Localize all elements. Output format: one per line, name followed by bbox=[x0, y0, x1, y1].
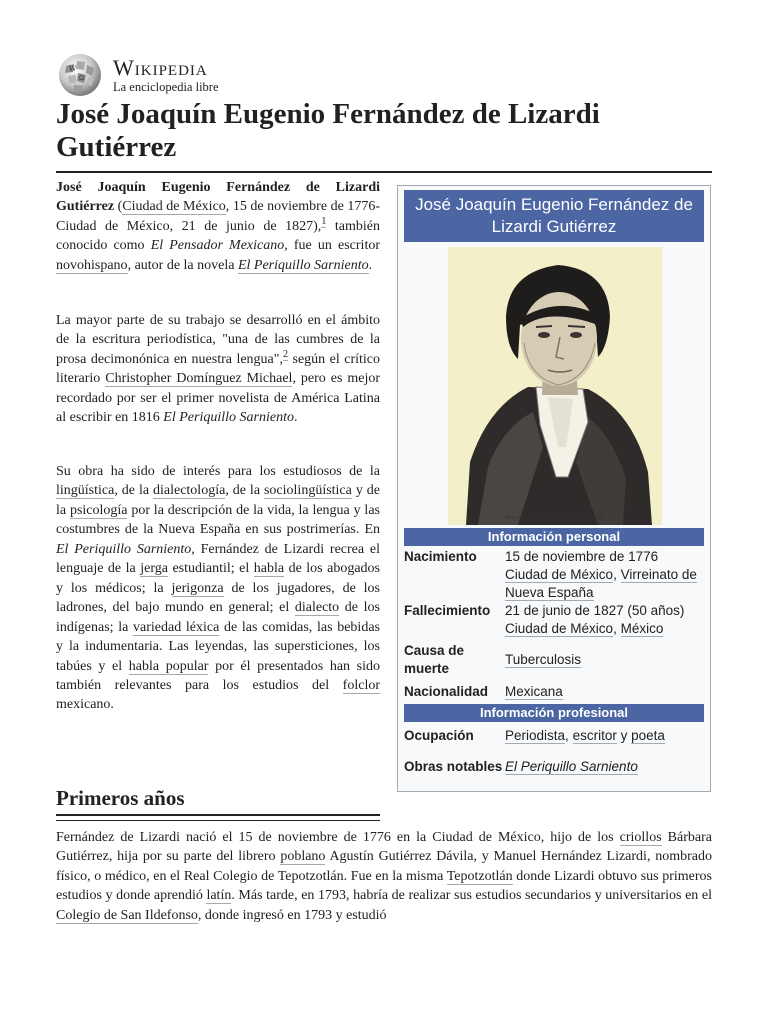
novel-title: El Periquillo Sarniento bbox=[163, 410, 294, 426]
link-sociolinguistica[interactable]: sociolingüística bbox=[263, 483, 352, 499]
row-nacionalidad bbox=[404, 682, 704, 702]
sep: y bbox=[616, 728, 632, 743]
portrait-image[interactable] bbox=[448, 247, 662, 525]
text: , de la bbox=[114, 483, 153, 499]
text: según el crítico literario bbox=[56, 351, 380, 387]
intro-paragraph bbox=[56, 178, 380, 275]
link-tepotzotlan[interactable]: Tepotzotlán bbox=[446, 868, 513, 884]
sep: , bbox=[613, 621, 621, 636]
link-mexico[interactable]: México bbox=[620, 621, 664, 636]
link-tuberculosis[interactable]: Tuberculosis bbox=[505, 652, 582, 667]
date: 21 de junio de 1827 (50 años) bbox=[505, 603, 685, 618]
text: , donde ingresó en 1793 y estudió bbox=[197, 907, 387, 923]
link-psicologia[interactable]: psicología bbox=[69, 502, 128, 518]
link-ciudad-de-mexico[interactable]: Ciudad de México bbox=[505, 567, 614, 582]
paragraph-3 bbox=[56, 462, 380, 715]
label-ocupacion: Ocupación bbox=[404, 728, 474, 743]
text: de los abogados y los médicos; la bbox=[56, 561, 380, 596]
wikipedia-tagline: La enciclopedia libre bbox=[113, 80, 219, 94]
text: . Más tarde, en 1793, habría de realizar sus estudios secundarios y universitarios en el bbox=[231, 888, 712, 904]
text: . bbox=[368, 257, 373, 273]
ref-1[interactable]: 1 bbox=[321, 216, 327, 228]
text: Agustín Gutiérrez Dávila, y Manuel Hernández Lizardi, nombrado físico, o médico, en el Real Colegio de Tepotzotlán. Fue en la misma bbox=[56, 849, 712, 884]
label-nacionalidad: Nacionalidad bbox=[404, 684, 489, 699]
infobox bbox=[397, 185, 711, 792]
link-ciudad-de-mexico[interactable]: Ciudad de México bbox=[122, 199, 226, 215]
bold-name: José Joaquín Eugenio Fernández de Lizardi Gutiérrez bbox=[56, 180, 380, 215]
link-criollos[interactable]: criollos bbox=[619, 830, 662, 845]
section-heading: Primeros años bbox=[56, 786, 185, 810]
alias: El Pensador Mexicano bbox=[150, 238, 285, 254]
link-poblano[interactable]: poblano bbox=[280, 849, 326, 865]
value-obras bbox=[505, 758, 704, 776]
value-fallecimiento bbox=[505, 602, 704, 638]
text: , fue un escritor bbox=[284, 238, 381, 254]
row-causa bbox=[404, 640, 704, 680]
link-habla-popular[interactable]: habla popular bbox=[128, 658, 209, 674]
text: , autor de la novela bbox=[127, 257, 238, 273]
row-obras bbox=[404, 748, 704, 786]
text: La mayor parte de su trabajo se desarrolló en el ámbito de la escritura periodística, "una de las cumbres de la prosa decimonónica en nuestra lengua", bbox=[56, 313, 380, 367]
label-fallecimiento: Fallecimiento bbox=[404, 603, 491, 618]
link-mexicana[interactable]: Mexicana bbox=[505, 684, 563, 699]
label-causa: Causa de muerte bbox=[404, 643, 465, 676]
link-critic[interactable]: Christopher Domínguez Michael bbox=[105, 371, 293, 387]
svg-text:Ω: Ω bbox=[79, 75, 84, 82]
link-jerigonza[interactable]: jerigonza bbox=[171, 580, 224, 596]
text: y de la bbox=[56, 483, 380, 518]
link-variedad-lexica[interactable]: variedad léxica bbox=[133, 619, 220, 635]
link-jerga[interactable]: jerga bbox=[140, 561, 168, 577]
date: 15 de noviembre de 1776 bbox=[505, 549, 659, 564]
link-linguistica[interactable]: lingüística bbox=[56, 483, 115, 499]
link-escritor[interactable]: escritor bbox=[572, 728, 617, 743]
sep: , bbox=[613, 567, 621, 582]
link-colegio-san-ildefonso[interactable]: Colegio de San Ildefonso bbox=[56, 907, 198, 923]
infobox-section-personal: Información personal bbox=[404, 528, 704, 546]
ref-2[interactable]: 2 bbox=[283, 349, 288, 361]
section-paragraph bbox=[56, 828, 712, 925]
text: de los jugadores, de los ladrones, del bajo mundo en general; el bbox=[56, 580, 380, 616]
section-divider bbox=[56, 814, 380, 821]
svg-text:W: W bbox=[69, 65, 77, 73]
infobox-section-profesional: Información profesional bbox=[404, 704, 704, 722]
text: mexicano. bbox=[56, 697, 114, 713]
value-ocupacion bbox=[505, 727, 704, 745]
title-divider bbox=[56, 171, 712, 173]
text: , 15 de noviembre de 1776-Ciudad de México, 21 de junio de 1827), bbox=[56, 199, 380, 234]
value-causa bbox=[505, 651, 704, 669]
link-periodista[interactable]: Periodista bbox=[505, 728, 566, 743]
row-ocupacion bbox=[404, 726, 704, 746]
value-nacionalidad bbox=[505, 683, 704, 701]
text: ( bbox=[114, 199, 123, 215]
label-nacimiento: Nacimiento bbox=[404, 549, 477, 564]
text: de los indígenas; la bbox=[56, 600, 380, 635]
link-poeta[interactable]: poeta bbox=[631, 728, 665, 743]
text: de las comidas, las bebidas y la indumentaria. Las leyendas, las supersticiones, los tabúes y el bbox=[56, 619, 380, 674]
page-title: José Joaquín Eugenio Fernández de Lizardi Gutiérrez bbox=[56, 98, 600, 163]
link-dialectologia[interactable]: dialectología bbox=[153, 483, 226, 499]
text: por él presentados han sido también relevantes para los estudios del bbox=[56, 658, 380, 693]
link-folclor[interactable]: folclor bbox=[342, 677, 380, 693]
text: . bbox=[293, 410, 298, 426]
text: , Fernández de Lizardi recrea el lenguaje de la bbox=[56, 541, 380, 577]
portrait-caption: Don José Joaquín Fernández de Lizardi bbox=[505, 515, 605, 521]
sep: , bbox=[565, 728, 573, 743]
link-habla[interactable]: habla bbox=[253, 561, 285, 577]
text: también conocido como bbox=[56, 218, 380, 254]
text: Bárbara Gutiérrez, hija por su parte del librero bbox=[56, 830, 712, 865]
novel-title: El Periquillo Sarniento bbox=[56, 541, 192, 557]
text: Su obra ha sido de interés para los estudiosos de la bbox=[56, 464, 380, 479]
link-virreinato[interactable]: Virreinato de Nueva España bbox=[505, 567, 697, 600]
text: donde Lizardi obtuvo sus primeros estudios y donde aprendió bbox=[56, 868, 713, 904]
link-dialecto[interactable]: dialecto bbox=[294, 600, 340, 616]
infobox-title: José Joaquín Eugenio Fernández de Lizardi Gutiérrez bbox=[404, 190, 704, 242]
row-fallecimiento bbox=[404, 602, 704, 638]
link-novohispano[interactable]: novohispano bbox=[56, 257, 128, 273]
link-latin[interactable]: latín bbox=[206, 888, 232, 904]
text: , de la bbox=[225, 483, 264, 499]
link-periquillo[interactable]: El Periquillo Sarniento bbox=[237, 257, 369, 273]
wikipedia-wordmark[interactable]: Wikipedia bbox=[113, 55, 208, 80]
paragraph-2 bbox=[56, 311, 380, 428]
wikipedia-globe-icon[interactable] bbox=[56, 52, 104, 98]
value-nacimiento bbox=[505, 548, 704, 602]
label-obras: Obras notables bbox=[404, 759, 503, 774]
link-periquillo[interactable]: El Periquillo Sarniento bbox=[505, 759, 638, 774]
text: por la descripción de la vida, la lengua y las costumbres de la Nueva España en sus postrimerías. En bbox=[56, 502, 380, 538]
text: Fernández de Lizardi nació el 15 de noviembre de 1776 en la Ciudad de México, hijo de los bbox=[56, 830, 620, 845]
row-nacimiento bbox=[404, 548, 704, 602]
link-ciudad-de-mexico[interactable]: Ciudad de México bbox=[505, 621, 614, 636]
text: , pero es mejor recordado por ser el primer novelista de América Latina al escribir en 1816 bbox=[56, 371, 380, 426]
text: estudiantil; el bbox=[167, 561, 254, 577]
